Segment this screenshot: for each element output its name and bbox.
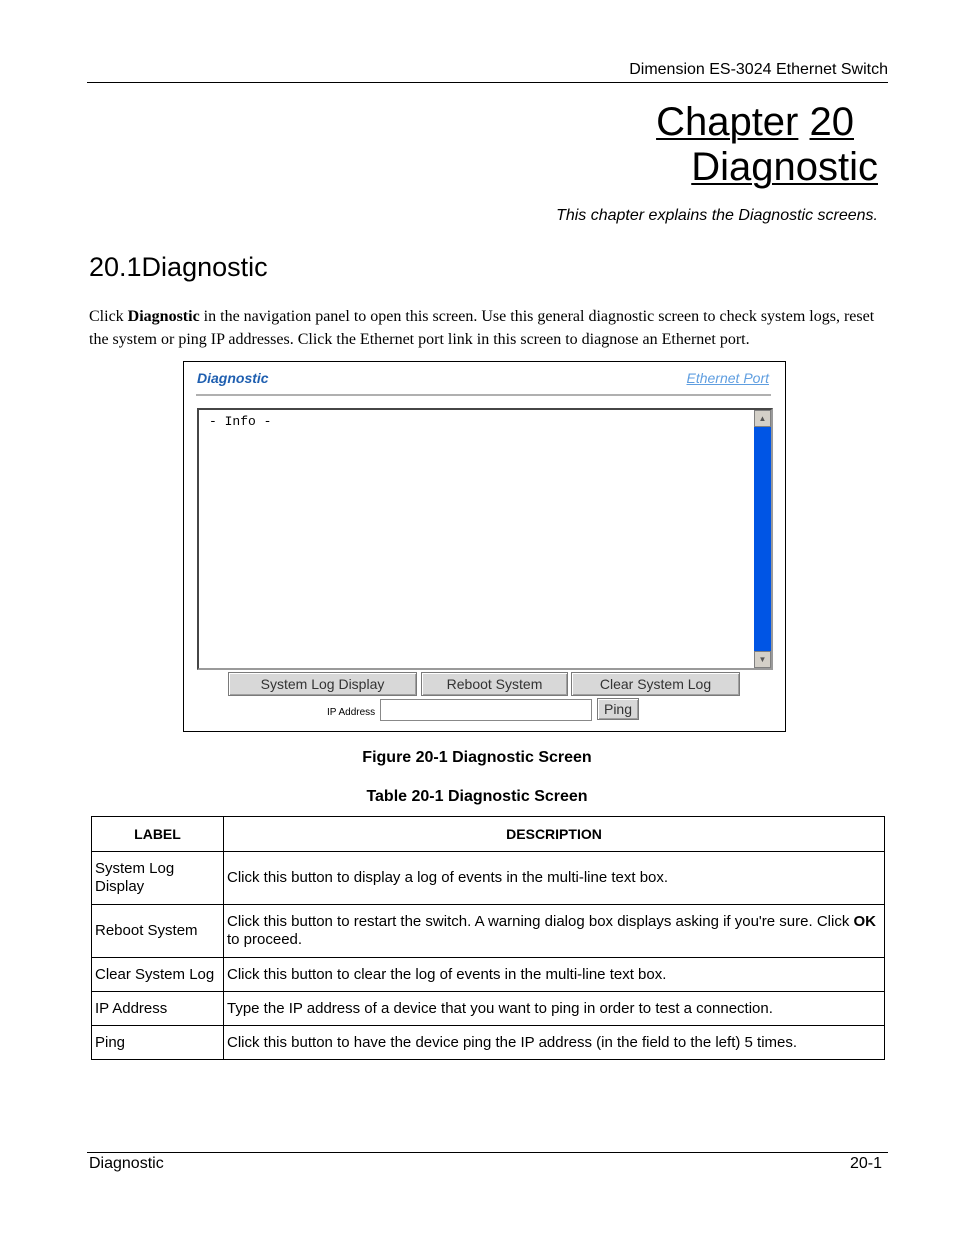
running-footer [87,1152,888,1172]
row-label: IP Address [92,992,224,1026]
table-row [92,852,885,905]
row-label: Ping [92,1026,224,1060]
intro-paragraph [89,305,889,351]
description-header: DESCRIPTION [224,817,885,852]
row-description: Click this button to display a log of events in the multi-line text box. [224,852,885,905]
scroll-up-icon[interactable]: ▲ [754,410,771,427]
ip-address-label: IP Address [327,707,376,718]
row-description: Type the IP address of a device that you want to ping in order to test a connection. [224,992,885,1026]
label-header: LABEL [92,817,224,852]
row-description: Click this button to have the device ping the IP address (in the field to the left) 5 times. [224,1026,885,1060]
section-heading: 20.1Diagnostic [89,252,268,282]
row-description-text-rest: to proceed. [227,931,303,948]
chapter-word: Chapter [656,100,799,144]
row-description-text: Click this button to restart the switch. A warning dialog box displays asking if you're sure. Click [227,913,854,930]
description-table [91,816,885,1060]
page-number: 20-1 [849,1155,882,1172]
title-divider [196,394,771,396]
diagnostic-screenshot [183,361,786,732]
ip-address-input[interactable] [380,699,592,721]
paragraph-text-rest: in the navigation panel to open this screen. Use this general diagnostic screen to check system logs, reset the system or ping IP addresses. Click the Ethernet port link in this screen to diagnose an Ethernet port. [89,308,875,348]
info-textbox[interactable] [197,408,773,670]
figure-caption: Figure 20-1 Diagnostic Screen [362,749,592,766]
clear-system-log-button[interactable]: Clear System Log [571,672,740,696]
chapter-intro: This chapter explains the Diagnostic screens. [556,207,878,224]
row-description: Click this button to clear the log of events in the multi-line text box. [224,958,885,992]
footer-section: Diagnostic [89,1155,164,1172]
info-scrollbar[interactable] [754,410,771,668]
screen-title: Diagnostic [197,370,269,386]
running-header: Dimension ES-3024 Ethernet Switch [87,60,888,83]
ping-button[interactable]: Ping [597,698,639,720]
row-label: Reboot System [92,905,224,958]
info-text: - Info - [209,414,272,429]
row-label: Clear System Log [92,958,224,992]
ethernet-port-link[interactable]: Ethernet Port [686,370,769,386]
table-row [92,958,885,992]
table-row [92,1026,885,1060]
chapter-name: Diagnostic [691,145,878,189]
paragraph-bold: Diagnostic [127,308,200,325]
chapter-title [656,100,878,190]
table-row [92,905,885,958]
scroll-down-icon[interactable]: ▼ [754,651,771,668]
reboot-system-button[interactable]: Reboot System [421,672,568,696]
table-row [92,992,885,1026]
table-caption: Table 20-1 Diagnostic Screen [366,788,588,805]
row-label: System Log Display [92,852,224,905]
table-header-row [92,817,885,852]
chapter-number: 20 [809,100,854,144]
row-description-bold: OK [853,913,876,930]
paragraph-text: Click [89,308,128,325]
system-log-display-button[interactable]: System Log Display [228,672,417,696]
row-description [224,905,885,958]
